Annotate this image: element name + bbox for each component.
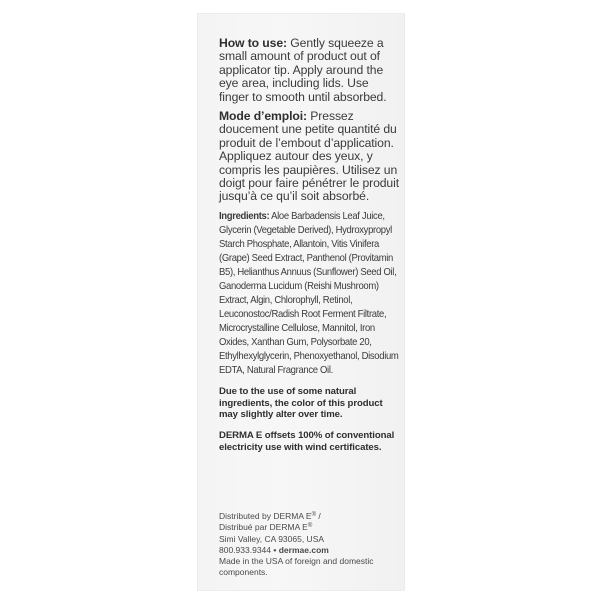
- mode-emploi-text: Pressez doucement une petite quantité du produit de l’embout d’application. Appliquez autour des yeux, y compris les paupières. Utilisez un doigt pour faire pénétrer le produit jusqu’à ce qu’il soit absorbé.: [219, 109, 400, 204]
- color-variation-note: Due to the use of some natural ingredients, the color of this product may slightly alter over time.: [219, 385, 383, 421]
- website-text: dermae.com: [278, 544, 329, 555]
- distribue-par-text: Distribué par DERMA E: [219, 522, 308, 533]
- how-to-use-heading: How to use:: [219, 36, 287, 50]
- how-to-use-section: [219, 37, 399, 104]
- distributed-by-text: Distributed by DERMA E: [219, 511, 312, 521]
- mode-emploi-heading: Mode d’emploi:: [219, 109, 307, 124]
- bullet-separator: •: [273, 544, 277, 555]
- mode-emploi-section: [219, 110, 399, 204]
- distributor-info: [219, 511, 397, 579]
- registered-mark-fr: ®: [307, 523, 313, 530]
- ingredients-heading: Ingredients:: [219, 210, 270, 222]
- ingredients-section: [219, 210, 398, 378]
- language-separator: /: [318, 511, 321, 521]
- distribue-par-line: [219, 522, 397, 533]
- phone-number: 800.933.9344: [219, 544, 271, 555]
- how-to-use-text: Gently squeeze a small amount of product out of applicator tip. Apply around the eye area, including lids. Use finger to smooth until absorbed.: [219, 36, 387, 104]
- contact-line: [219, 545, 397, 556]
- made-in-line: Made in the USA of foreign and domestic components.: [219, 556, 374, 578]
- address-line: Simi Valley, CA 93065, USA: [219, 533, 325, 544]
- label-text-block: [219, 37, 399, 463]
- wind-energy-note: DERMA E offsets 100% of conventional electricity use with wind certificates.: [219, 430, 395, 454]
- ingredients-list: Aloe Barbadensis Leaf Juice, Glycerin (Vegetable Derived), Hydroxypropyl Starch Phosphate, Allantoin, Vitis Vinifera (Grape) Seed Extract, Panthenol (Provitamin B5), Helianthus Annuus (Sunflower) Seed Oil, Ganoderma Lucidum (Reishi Mushroom) Extract, Algin, Chlorophyll, Retinol, Leuconostoc/Radish Root Ferment Filtrate, Microcrystalline Cellulose, Mannitol, Iron Oxides, Xanthan Gum, Polysorbate 20, Ethylhexylglycerin, Phenoxyethanol, Disodium EDTA, Natural Fragrance Oil.: [219, 210, 399, 376]
- registered-mark: ®: [311, 512, 317, 518]
- distributed-by-line: [219, 511, 397, 522]
